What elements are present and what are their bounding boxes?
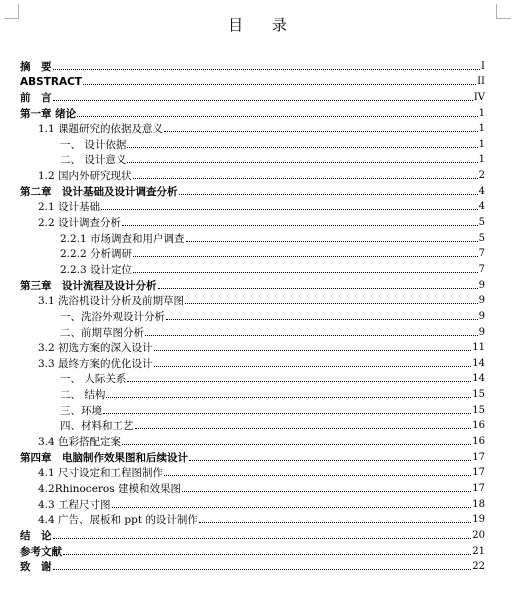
toc-dot-leader xyxy=(154,350,472,351)
toc-entry-page: 1 xyxy=(478,123,485,135)
toc-dot-leader xyxy=(154,366,472,367)
toc-entry[interactable] xyxy=(20,182,485,198)
toc-dot-leader xyxy=(127,162,477,163)
toc-entry-label: 2.1 设计基础 xyxy=(38,201,101,214)
toc-dot-leader xyxy=(189,460,471,461)
table-of-contents xyxy=(20,57,485,573)
toc-dot-leader xyxy=(186,241,478,242)
toc-entry-page: 5 xyxy=(478,217,485,229)
toc-entry-page: 4 xyxy=(478,201,485,213)
toc-entry[interactable] xyxy=(20,511,485,527)
toc-entry-page: 20 xyxy=(472,529,485,541)
toc-entry[interactable] xyxy=(20,323,485,339)
toc-dot-leader xyxy=(133,178,478,179)
toc-entry-label: 一、洗浴外观设计分析 xyxy=(60,310,165,323)
toc-entry-label: 二、前期草图分析 xyxy=(60,326,144,339)
toc-entry[interactable] xyxy=(20,260,485,276)
toc-entry-page: IV xyxy=(473,91,485,103)
toc-entry-label: 3.4 色彩搭配定案 xyxy=(38,436,122,449)
toc-dot-leader xyxy=(77,116,477,117)
toc-entry-page: 15 xyxy=(472,404,485,416)
toc-entry-page: 4 xyxy=(478,185,485,197)
toc-entry[interactable] xyxy=(20,464,485,480)
toc-entry[interactable] xyxy=(20,88,485,104)
toc-entry-label: ABSTRACT xyxy=(20,76,82,89)
toc-dot-leader xyxy=(53,569,472,570)
toc-entry-label: 1.1 课题研究的依据及意义 xyxy=(38,123,164,136)
toc-entry-label: 4.4 广告、展板和 ppt 的设计制作 xyxy=(38,514,198,527)
toc-entry-page: II xyxy=(477,76,485,88)
toc-dot-leader xyxy=(122,225,478,226)
toc-entry-page: 17 xyxy=(472,451,485,463)
toc-entry[interactable] xyxy=(20,292,485,308)
toc-dot-leader xyxy=(122,444,471,445)
toc-entry-page: 11 xyxy=(472,342,485,354)
toc-entry[interactable] xyxy=(20,526,485,542)
toc-dot-leader xyxy=(166,319,478,320)
toc-dot-leader xyxy=(133,256,478,257)
toc-entry-label: 第二章 设计基础及设计调查分析 xyxy=(20,185,178,198)
toc-entry-label: 一、 设计依据 xyxy=(60,138,127,151)
toc-entry-label: 2.2.3 设计定位 xyxy=(60,263,133,276)
toc-entry-label: 二、 设计意义 xyxy=(60,154,127,167)
toc-dot-leader xyxy=(53,69,481,70)
toc-entry-page: 5 xyxy=(478,232,485,244)
toc-dot-leader xyxy=(182,491,471,492)
toc-entry-label: 3.1 洗浴机设计分析及前期草图 xyxy=(38,295,185,308)
toc-dot-leader xyxy=(185,303,478,304)
toc-entry-page: 22 xyxy=(472,561,485,573)
toc-entry-page: 9 xyxy=(478,295,485,307)
toc-entry[interactable] xyxy=(20,558,485,574)
toc-dot-leader xyxy=(164,475,471,476)
toc-dot-leader xyxy=(103,413,471,414)
toc-entry[interactable] xyxy=(20,120,485,136)
toc-entry[interactable] xyxy=(20,198,485,214)
toc-entry-page: 1 xyxy=(478,138,485,150)
toc-entry[interactable] xyxy=(20,448,485,464)
toc-entry[interactable] xyxy=(20,542,485,558)
toc-entry[interactable] xyxy=(20,354,485,370)
toc-entry-page: 17 xyxy=(472,467,485,479)
toc-entry-label: 2.2.2 分析调研 xyxy=(60,248,133,261)
toc-dot-leader xyxy=(127,147,477,148)
toc-entry[interactable] xyxy=(20,229,485,245)
toc-entry[interactable] xyxy=(20,276,485,292)
toc-entry-page: 21 xyxy=(472,545,485,557)
toc-entry[interactable] xyxy=(20,57,485,73)
toc-entry-label: 致 谢 xyxy=(20,561,52,574)
toc-dot-leader xyxy=(135,428,472,429)
toc-entry-page: 1 xyxy=(478,154,485,166)
toc-entry[interactable] xyxy=(20,401,485,417)
toc-entry-label: 2.2.1 市场调查和用户调查 xyxy=(60,232,185,245)
toc-entry-label: 3.2 初选方案的深入设计 xyxy=(38,342,153,355)
toc-dot-leader xyxy=(127,381,471,382)
toc-entry[interactable] xyxy=(20,245,485,261)
toc-entry-page: 16 xyxy=(472,436,485,448)
toc-entry-page: 2 xyxy=(478,170,485,182)
toc-entry-label: 参考文献 xyxy=(20,545,62,558)
toc-entry[interactable] xyxy=(20,73,485,89)
toc-entry-page: 18 xyxy=(472,498,485,510)
toc-entry-label: 4.2Rhinoceros 建模和效果图 xyxy=(38,482,181,495)
toc-entry[interactable] xyxy=(20,417,485,433)
toc-entry-label: 一、 人际关系 xyxy=(60,373,127,386)
toc-entry-label: 3.3 最终方案的优化设计 xyxy=(38,357,153,370)
toc-entry-label: 四、材料和工艺 xyxy=(60,420,134,433)
toc-entry[interactable] xyxy=(20,151,485,167)
toc-dot-leader xyxy=(53,538,472,539)
toc-entry-label: 2.2 设计调查分析 xyxy=(38,217,122,230)
toc-entry[interactable] xyxy=(20,339,485,355)
toc-dot-leader xyxy=(199,522,471,523)
toc-entry-page: 9 xyxy=(478,326,485,338)
toc-entry-page: 7 xyxy=(478,263,485,275)
toc-dot-leader xyxy=(63,554,471,555)
toc-entry-label: 三、环境 xyxy=(60,404,102,417)
toc-entry-label: 前 言 xyxy=(20,91,52,104)
toc-entry-label: 第三章 设计流程及设计分析 xyxy=(20,279,157,292)
toc-entry[interactable] xyxy=(20,135,485,151)
toc-entry[interactable] xyxy=(20,432,485,448)
toc-dot-leader xyxy=(133,272,478,273)
toc-entry[interactable] xyxy=(20,213,485,229)
toc-entry-page: 14 xyxy=(472,373,485,385)
toc-entry-page: 15 xyxy=(472,389,485,401)
toc-entry-label: 1.2 国内外研究现状 xyxy=(38,170,132,183)
toc-entry-label: 结 论 xyxy=(20,529,52,542)
toc-entry-page: 7 xyxy=(478,248,485,260)
toc-entry-page: I xyxy=(481,60,485,72)
toc-entry-page: 16 xyxy=(472,420,485,432)
toc-entry-page: 19 xyxy=(472,514,485,526)
toc-entry-label: 4.3 工程尺寸图 xyxy=(38,498,111,511)
toc-entry-page: 9 xyxy=(478,310,485,322)
toc-entry[interactable] xyxy=(20,495,485,511)
toc-entry-label: 二、 结构 xyxy=(60,389,106,402)
toc-entry-page: 14 xyxy=(472,357,485,369)
toc-dot-leader xyxy=(106,397,471,398)
toc-entry-label: 第四章 电脑制作效果图和后续设计 xyxy=(20,451,188,464)
toc-title: 目 录 xyxy=(228,16,299,34)
toc-dot-leader xyxy=(112,507,472,508)
toc-dot-leader xyxy=(53,100,473,101)
toc-entry-page: 9 xyxy=(478,279,485,291)
toc-dot-leader xyxy=(101,209,478,210)
toc-dot-leader xyxy=(158,288,478,289)
toc-entry-label: 第一章 绪论 xyxy=(20,107,77,120)
toc-entry[interactable] xyxy=(20,104,485,120)
toc-entry-page: 1 xyxy=(478,107,485,119)
toc-entry[interactable] xyxy=(20,307,485,323)
toc-entry-label: 4.1 尺寸设定和工程图制作 xyxy=(38,467,164,480)
toc-dot-leader xyxy=(145,335,478,336)
toc-entry-page: 17 xyxy=(472,482,485,494)
toc-dot-leader xyxy=(164,131,478,132)
toc-entry-label: 摘 要 xyxy=(20,60,52,73)
toc-dot-leader xyxy=(179,194,478,195)
toc-entry[interactable] xyxy=(20,370,485,386)
toc-entry[interactable] xyxy=(20,385,485,401)
toc-entry[interactable] xyxy=(20,166,485,182)
toc-dot-leader xyxy=(83,84,476,85)
toc-entry[interactable] xyxy=(20,479,485,495)
